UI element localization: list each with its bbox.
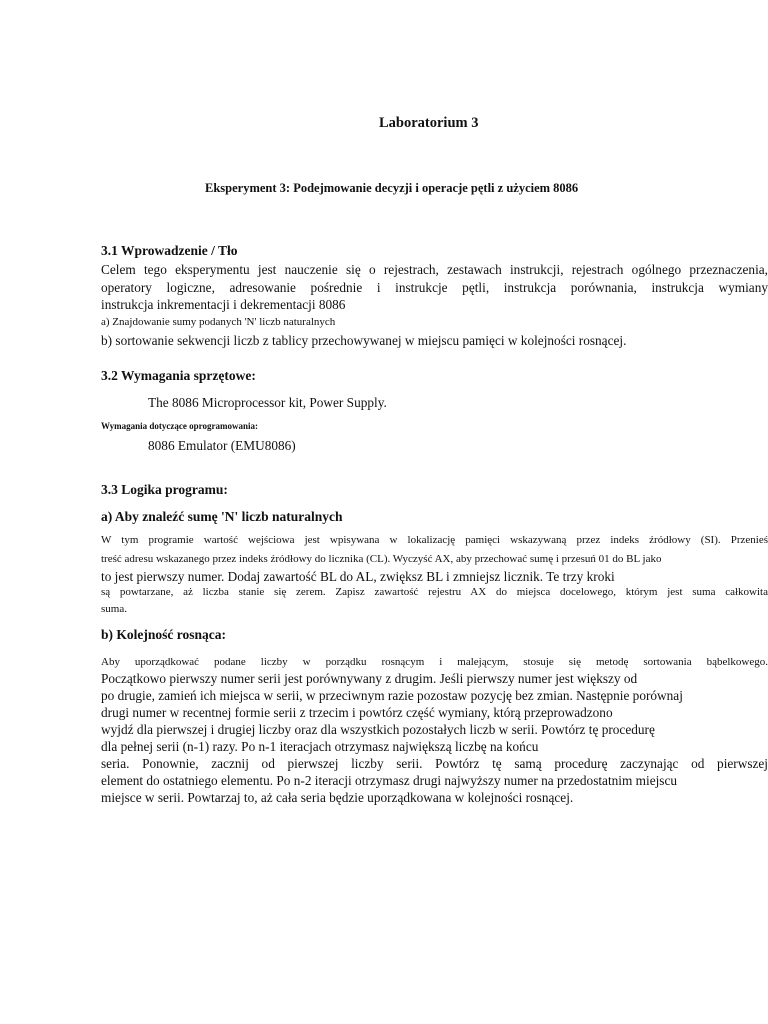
experiment-subtitle: Eksperyment 3: Podejmowanie decyzji i operacje pętli z użyciem 8086 [205, 181, 579, 195]
hardware-requirement: The 8086 Microprocessor kit, Power Supply. [148, 395, 387, 410]
a-line-4: są powtarzane, aż liczba stanie się zerem. Zapisz zawartość rejestru AX do miejsca docelowego, którym jest suma całkowita [101, 586, 768, 598]
b-line-5: wyjdź dla pierwszej i drugiej liczby oraz dla wszystkich pozostałych liczb w serii. Powtórz tę procedurę [101, 722, 655, 737]
b-line-6: dla pełnej serii (n-1) razy. Po n-1 iteracjach otrzymasz największą liczbę na końcu [101, 739, 539, 754]
a-line-5: suma. [101, 603, 127, 615]
subsection-b-heading: b) Kolejność rosnąca: [101, 627, 226, 642]
subsection-a-heading: a) Aby znaleźć sumę 'N' liczb naturalnych [101, 509, 343, 524]
b-line-8: element do ostatniego elementu. Po n-2 iteracji otrzymasz drugi najwyższy numer na przedostatnim miejscu [101, 773, 678, 788]
s31-line-1: Celem tego eksperymentu jest nauczenie się o rejestrach, zestawach instrukcji, rejestrach ogólnego przeznaczenia, [101, 262, 768, 277]
s31-line-2: operatory logiczne, adresowanie pośrednie i instrukcje pętli, instrukcja porównania, instrukcja wymiany [101, 280, 768, 295]
section-3-1-heading: 3.1 Wprowadzenie / Tło [101, 243, 238, 258]
a-line-2: treść adresu wskazanego przez indeks źródłowy do licznika (CL). Wyczyść AX, aby przechować sumę i przesuń 01 do BL jako [101, 553, 662, 565]
s31-item-b: b) sortowanie sekwencji liczb z tablicy przechowywanej w miejscu pamięci w kolejności rosnącej. [101, 333, 627, 348]
b-line-2: Początkowo pierwszy numer serii jest porównywany z drugim. Jeśli pierwszy numer jest większy od [101, 671, 638, 686]
b-line-7: seria. Ponownie, zacznij od pierwszej liczby serii. Powtórz tę samą procedurę zaczynając od pierwszej [101, 756, 768, 771]
s31-line-3: instrukcja inkrementacji i dekrementacji 8086 [101, 297, 346, 312]
a-line-3: to jest pierwszy numer. Dodaj zawartość BL do AL, zwiększ BL i zmniejsz licznik. Te trzy kroki [101, 569, 615, 584]
a-line-1: W tym programie wartość wejściowa jest wpisywana w lokalizację pamięci wskazywaną przez indeks źródłowy (SI). Przenieś [101, 534, 768, 546]
s31-item-a: a) Znajdowanie sumy podanych 'N' liczb naturalnych [101, 316, 336, 328]
software-requirement: 8086 Emulator (EMU8086) [148, 438, 296, 453]
software-requirement-label: Wymagania dotyczące oprogramowania: [101, 421, 258, 431]
section-3-3-heading: 3.3 Logika programu: [101, 482, 228, 497]
section-3-2-heading: 3.2 Wymagania sprzętowe: [101, 368, 256, 383]
b-line-1: Aby uporządkować podane liczby w porządku rosnącym i malejącym, stosuje się metodę sortowania bąbelkowego. [101, 656, 768, 668]
b-line-3: po drugie, zamień ich miejsca w serii, w przeciwnym razie pozostaw pozycję bez zmian. Następnie porównaj [101, 688, 683, 703]
b-line-4: drugi numer w recentnej formie serii z trzecim i powtórz część wymiany, którą przeprowadzono [101, 705, 613, 720]
b-line-9: miejsce w serii. Powtarzaj to, aż cała seria będzie uporządkowana w kolejności rosnącej. [101, 790, 574, 805]
page-title: Laboratorium 3 [379, 115, 479, 131]
